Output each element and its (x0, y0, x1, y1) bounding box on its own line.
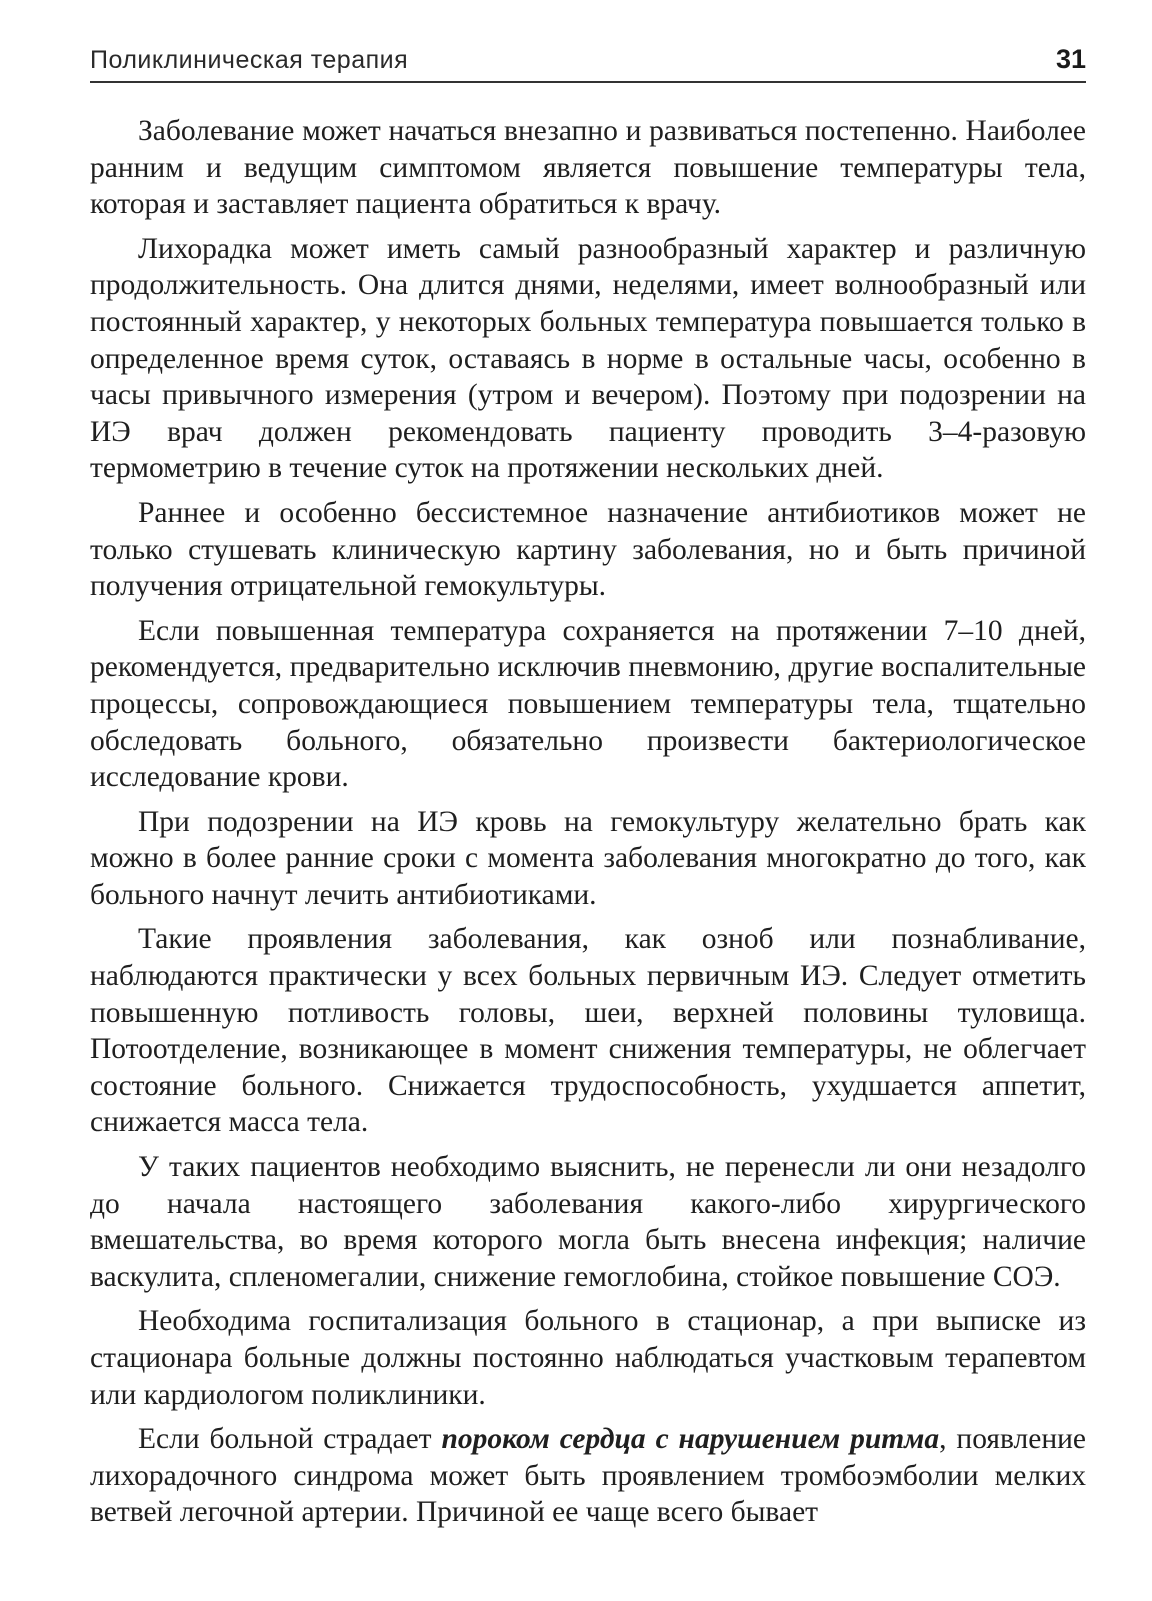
paragraph-last (90, 1421, 1086, 1531)
paragraph: У таких пациентов необходимо выяснить, не перенесли ли они незадолго до начала настоящего заболевания какого-либо хирургического вмешательства, во время которого могла быть внесена инфекция; наличие васкулита, спленомегалии, снижение гемоглобина, стойкое повышение СОЭ. (90, 1151, 1086, 1293)
body-text (90, 113, 1086, 1531)
paragraph: Если повышенная температура сохраняется на протяжении 7–10 дней, рекомендуется, предварительно исключив пневмонию, другие воспалительные процессы, сопровождающиеся повышением температуры тела, тщательно обследовать больного, обязательно произвести бактериологическое исследование крови. (90, 614, 1086, 794)
paragraph: При подозрении на ИЭ кровь на гемокультуру желательно брать как можно в более ранние сроки с момента заболевания многократно до того, как больного начнут лечить антибиотиками. (90, 805, 1086, 911)
running-head-title: Поликлиническая терапия (90, 46, 409, 74)
paragraph-text: Если больной страдает (138, 1423, 442, 1456)
paragraph: Раннее и особенно бессистемное назначение антибиотиков может не только стушевать клиническую картину заболевания, но и быть причиной получения отрицательной гемокультуры. (90, 496, 1086, 603)
running-head (90, 44, 1086, 83)
paragraph: Заболевание может начаться внезапно и развиваться постепенно. Наиболее ранним и ведущим симптомом является повышение температуры тела, которая и заставляет пациента обратиться к врачу. (90, 115, 1086, 221)
emphasized-term: пороком сердца с нарушением ритма (441, 1423, 940, 1456)
paragraph: Лихорадка может иметь самый разнообразный характер и различную продолжительность. Она длится днями, неделями, имеет волнообразный или постоянный характер, у некоторых больных температура повышается только в определенное время суток, оставаясь в норме в остальные часы, особенно в часы привычного измерения (утром и вечером). Поэтому при подозрении на ИЭ врач должен рекомендовать пациенту проводить 3–4-разовую термометрию в течение суток на протяжении нескольких дней. (90, 232, 1086, 485)
paragraph: Необходима госпитализация больного в стационар, а при выписке из стационара больные должны постоянно наблюдаться участковым терапевтом или кардиологом поликлиники. (90, 1305, 1086, 1411)
page-number: 31 (1055, 44, 1086, 74)
paragraph-text: , появление лихорадочного синдрома может быть проявлением тромбоэмболии мелких ветвей легочной артерии. Причиной ее чаще всего бывает (90, 1423, 1086, 1529)
paragraph: Такие проявления заболевания, как озноб или познабливание, наблюдаются практически у всех больных первичным ИЭ. Следует отметить повышенную потливость головы, шеи, верхней половины туловища. Потоотделение, возникающее в момент снижения температуры, не облегчает состояние больного. Снижается трудоспособность, ухудшается аппетит, снижается масса тела. (90, 923, 1086, 1139)
